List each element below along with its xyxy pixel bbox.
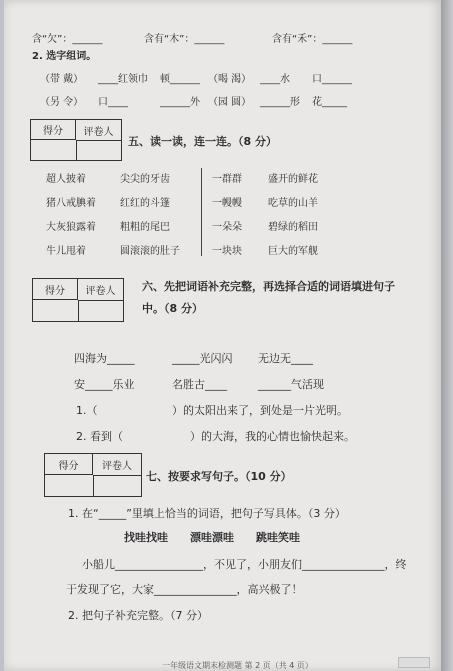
col2-item: 圆滚滚的肚子 — [120, 246, 180, 257]
s7-word: 漂哇漂哇 — [190, 531, 234, 544]
col4-item: 碧绿的稻田 — [268, 222, 318, 233]
page-footer: 一年级语文期末检测题 第 2 页（共 4 页） — [162, 661, 313, 670]
fill-item: _____光闪闪 — [172, 352, 233, 365]
pair-he-b: 口______ — [312, 74, 352, 85]
fill-item: 安_____乐业 — [74, 378, 135, 391]
pair-yuan-b: 花_____ — [312, 97, 347, 108]
score-label: 得分 — [31, 120, 76, 140]
pair-yuan: （园 圆） — [208, 97, 252, 108]
pair-ling-a: 口____ — [98, 97, 128, 108]
col1-item: 猪八戒腆着 — [46, 198, 96, 209]
col4-item: 盛开的鲜花 — [268, 174, 318, 185]
page-edge-shadow — [441, 0, 453, 671]
grader-label: 评卷人 — [76, 120, 121, 141]
s6-q1-start: 1.（ — [76, 404, 98, 417]
pair-ling: （另 令） — [40, 97, 84, 108]
q-he: 含有“禾”：______ — [272, 34, 353, 45]
s7-word: 跳哇笑哇 — [256, 531, 300, 544]
score-label: 得分 — [33, 279, 78, 300]
score-label: 得分 — [45, 454, 93, 475]
col2-item: 红红的斗篷 — [120, 198, 170, 209]
pair-dai-a: ____红领巾 — [98, 74, 148, 85]
section-5-title: 五、读一读，连一连。（8 分） — [128, 135, 277, 148]
col3-item: 一幔幔 — [212, 198, 242, 209]
s7-q1: 1. 在“_____”里填上恰当的词语，把句子写具体。（3 分） — [68, 507, 346, 520]
q-qian: 含“欠”：______ — [32, 34, 103, 45]
watermark-logo — [398, 657, 430, 668]
col4-item: 吃草的山羊 — [268, 198, 318, 209]
fill-item: 四海为_____ — [74, 352, 135, 365]
score-box-6 — [32, 278, 124, 322]
col3-item: 一群群 — [212, 174, 242, 185]
score-box-7 — [44, 453, 142, 497]
pair-yuan-a: ______形 — [260, 97, 300, 108]
fill-item: 名胜古____ — [172, 378, 227, 391]
pair-dai: （带 戴） — [40, 74, 84, 85]
score-box-5 — [30, 119, 122, 161]
col3-item: 一块块 — [212, 246, 242, 257]
grader-label: 评卷人 — [78, 279, 123, 301]
s6-q2-end: ）的大海，我的心情也愉快起来。 — [190, 430, 355, 443]
fill-item: ______气活现 — [258, 378, 324, 391]
pair-he: （喝 渴） — [208, 74, 252, 85]
section-7-title: 七、按要求写句子。（10 分） — [146, 470, 292, 483]
section-6-title-cont: 中。（8 分） — [142, 302, 203, 315]
pair-he-a: ____水 — [260, 74, 290, 85]
grader-label: 评卷人 — [93, 454, 141, 476]
q-mu: 含有“木”：______ — [144, 34, 225, 45]
section-6-title: 六、先把词语补充完整，再选择合适的词语填进句子 — [142, 280, 395, 293]
col1-item: 大灰狼露着 — [46, 222, 96, 233]
fill-item: 无边无____ — [258, 352, 313, 365]
pair-dai-b: 顿______ — [160, 74, 200, 85]
s7-q2: 2. 把句子补充完整。（7 分） — [68, 609, 208, 622]
s7-sentence-line1: 小船儿________________，不见了，小朋友们_______________，终 — [82, 558, 407, 571]
s6-q2-start: 2. 看到（ — [76, 430, 123, 443]
pair-ling-b: ______外 — [160, 97, 200, 108]
divider-line — [201, 168, 202, 256]
section-2-title: 2. 选字组词。 — [32, 51, 97, 62]
s7-word: 找哇找哇 — [124, 531, 168, 544]
col2-item: 粗粗的尾巴 — [120, 222, 170, 233]
col3-item: 一朵朵 — [212, 222, 242, 233]
s7-sentence-line2: 于发现了它，大家_______________，高兴极了！ — [66, 583, 303, 596]
s6-q1-end: ）的太阳出来了，到处是一片光明。 — [172, 404, 348, 417]
col2-item: 尖尖的牙齿 — [120, 174, 170, 185]
col1-item: 超人披着 — [46, 174, 86, 185]
col4-item: 巨大的军舰 — [268, 246, 318, 257]
col1-item: 牛儿甩着 — [46, 246, 86, 257]
